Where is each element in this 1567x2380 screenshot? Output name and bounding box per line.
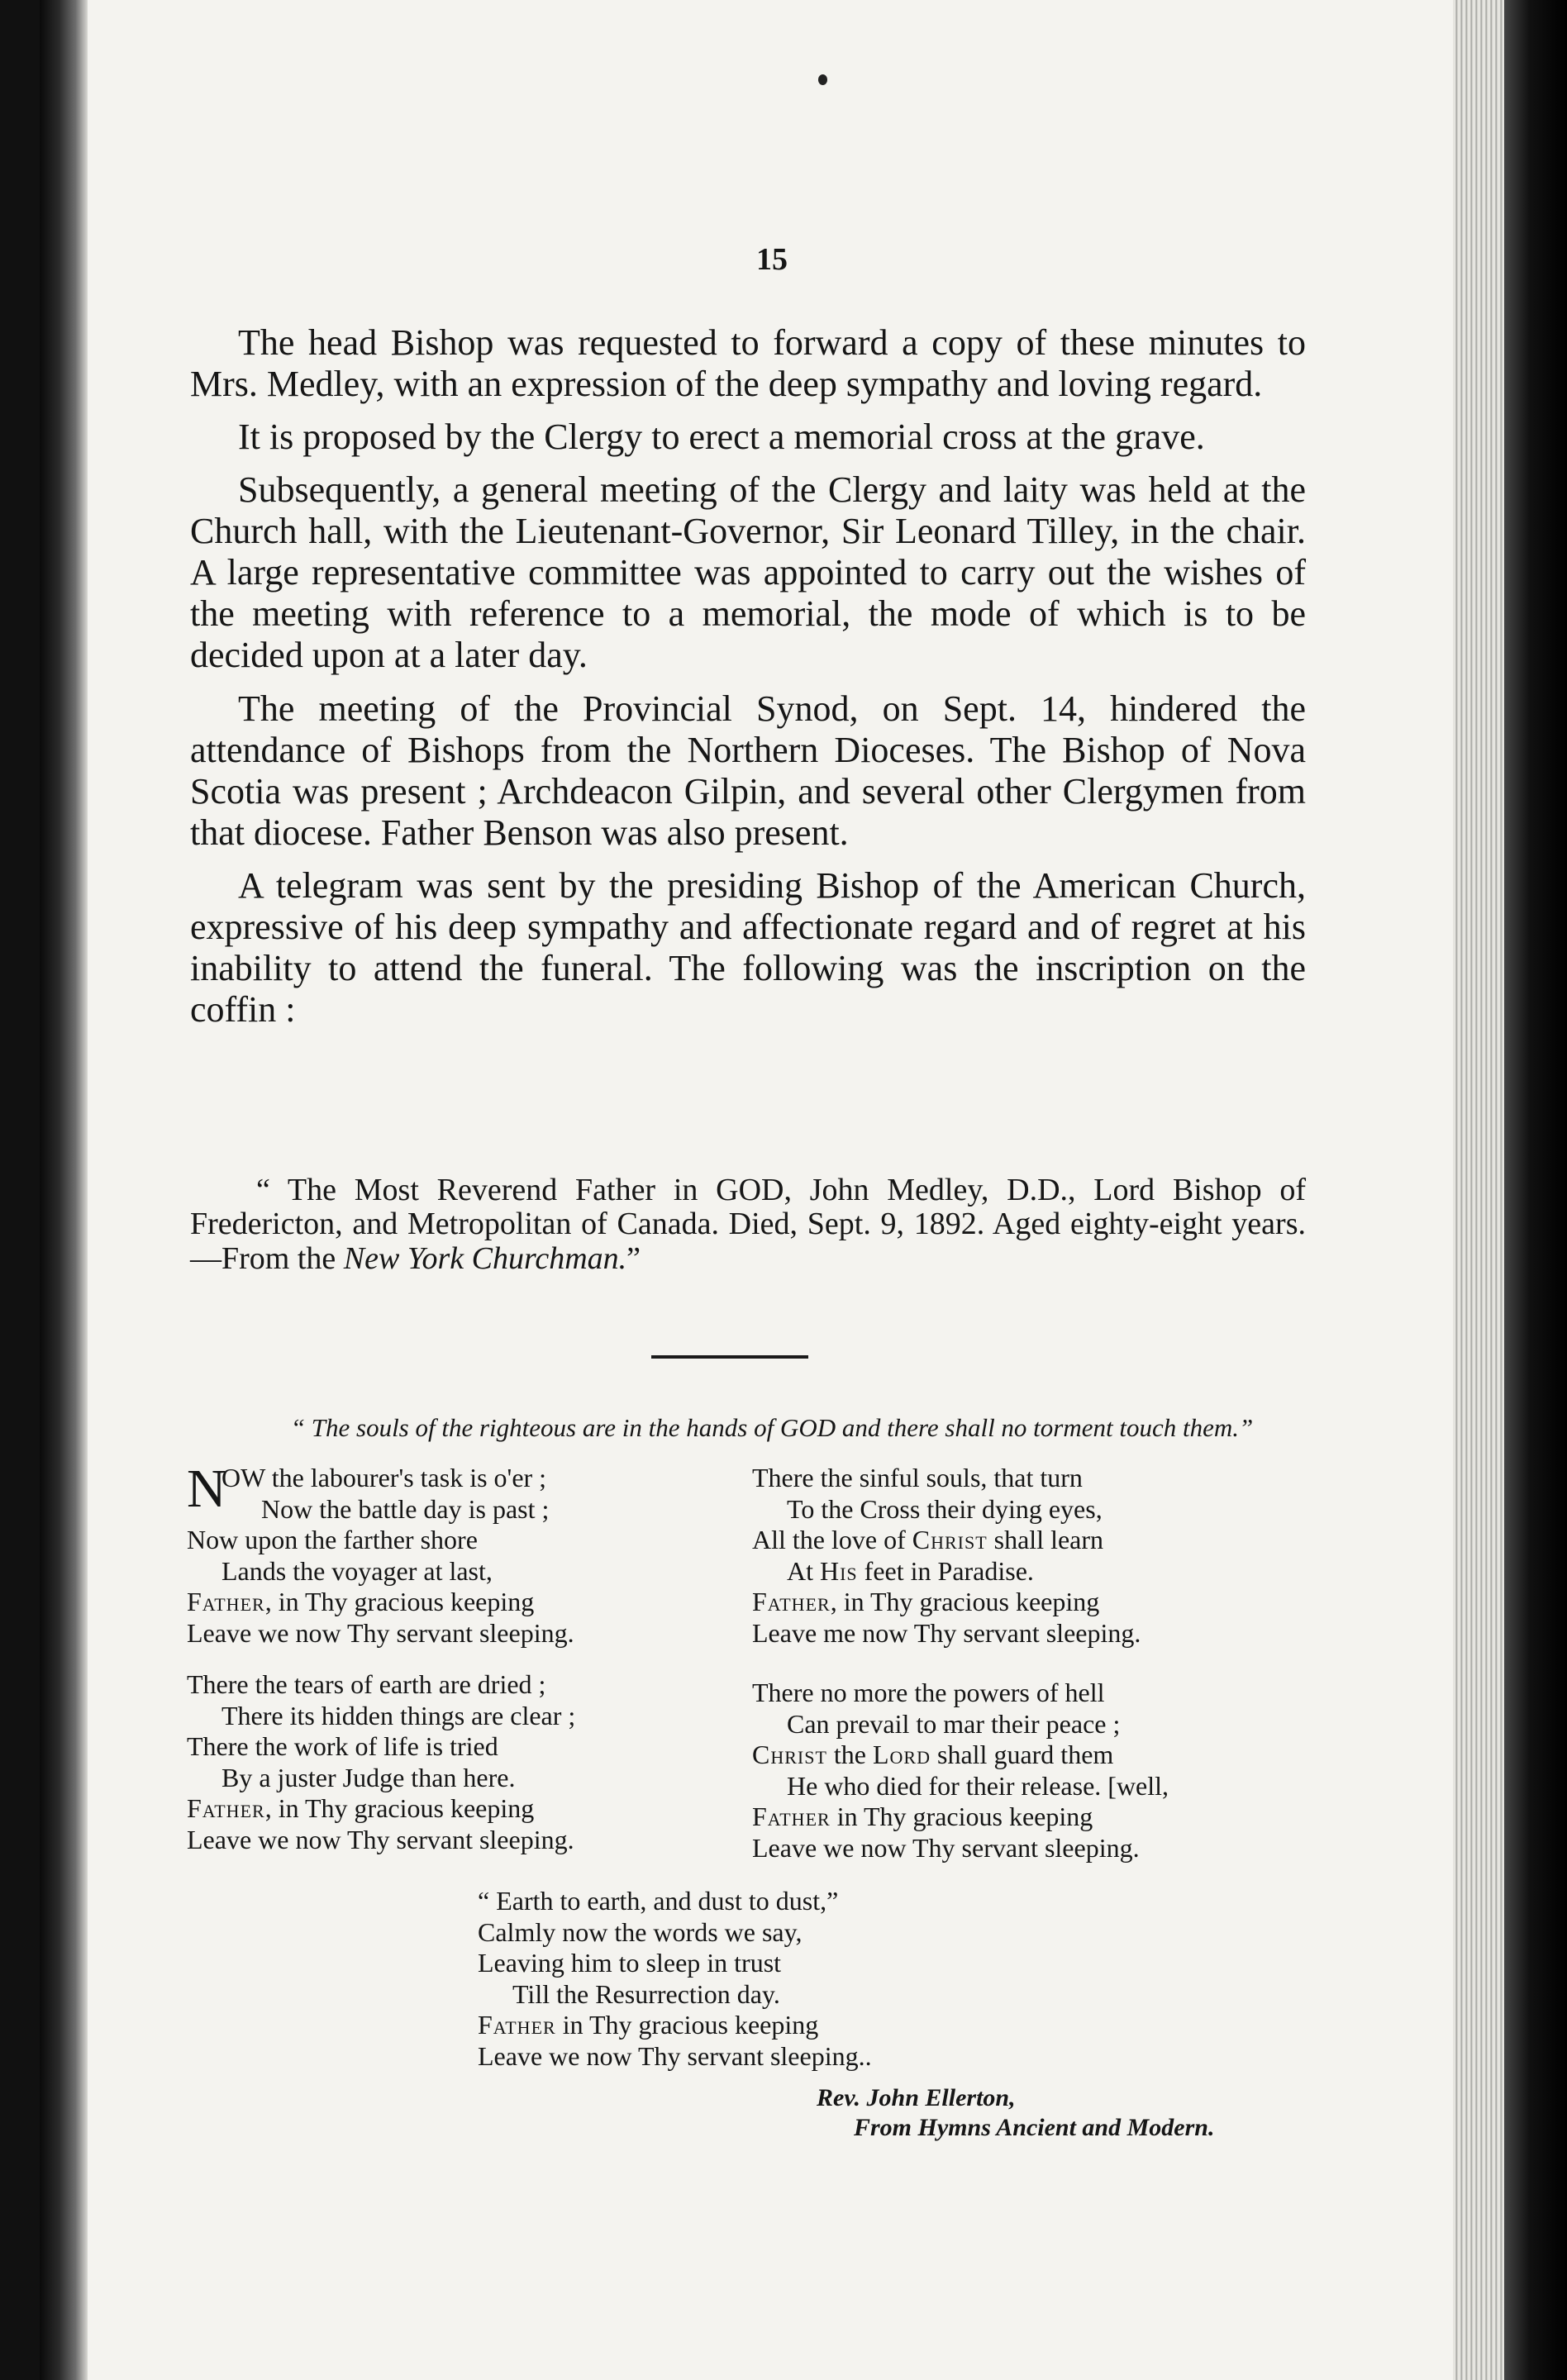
verse-line: Now the battle day is past ;: [261, 1493, 550, 1524]
body-text: [190, 322, 1306, 1042]
scan-background-edge: [1504, 0, 1567, 2380]
verse-line: Father, in Thy gracious keeping: [187, 1793, 535, 1823]
section-divider: [651, 1355, 808, 1359]
hymn-stanza-2: [752, 1463, 1141, 1649]
verse-line: Father, in Thy gracious keeping: [187, 1587, 535, 1616]
hymn-stanza-3: [187, 1669, 575, 1855]
drop-cap: N: [187, 1459, 226, 1519]
coffin-inscription: [190, 1173, 1306, 1276]
hymn-stanza-4: [752, 1678, 1169, 1864]
hymn-source: From Hymns Ancient and Modern.: [854, 2114, 1215, 2141]
paragraph: The head Bishop was requested to forward a copy of these minutes to Mrs. Medley, with an expression of the deep sympathy and loving regard.: [190, 322, 1306, 405]
verse-line: Leave we now Thy servant sleeping.: [187, 1824, 574, 1854]
verse-line: Leave we now Thy servant sleeping.: [752, 1832, 1140, 1863]
inscription-source: New York Churchman.: [343, 1240, 627, 1276]
verse-line: Calmly now the words we say,: [478, 1916, 803, 1947]
paragraph: It is proposed by the Clergy to erect a memorial cross at the grave.: [238, 416, 1205, 458]
verse-line: He who died for their release. [well,: [787, 1770, 1169, 1801]
paragraph: A telegram was sent by the presiding Bishop of the American Church, expressive of his deep sympathy and affectionate regard and of regret at his inability to attend the funeral. The following was the inscription on the coffin :: [190, 864, 1306, 1030]
page-edge-stack: [1453, 0, 1504, 2380]
page-number: 15: [756, 242, 788, 277]
verse-line: There its hidden things are clear ;: [221, 1700, 576, 1730]
verse-line: Lands the voyager at last,: [221, 1555, 493, 1586]
verse-line: Can prevail to mar their peace ;: [787, 1708, 1121, 1739]
paragraph: Subsequently, a general meeting of the Clergy and laity was held at the Church hall, with the Lieutenant-Governor, Sir Leonard Tilley, in the chair. A large representative committee was appointed to carry out the wishes of the meeting with reference to a memorial, the mode of which is to be decided upon at a later day.: [190, 469, 1306, 676]
verse-line: To the Cross their dying eyes,: [787, 1493, 1103, 1524]
verse-line: Leaving him to sleep in trust: [478, 1948, 782, 1978]
verse-line: “ Earth to earth, and dust to dust,”: [478, 1886, 839, 1916]
verse-line: All the love of Christ shall learn: [752, 1525, 1104, 1554]
verse-line: Leave we now Thy servant sleeping..: [478, 2040, 872, 2071]
ink-speck: [818, 74, 827, 85]
verse-line: Christ the Lord shall guard them: [752, 1740, 1114, 1769]
hymn-epigraph: “ The souls of the righteous are in the hands of GOD and there shall no torment touch them.”: [290, 1413, 1254, 1442]
hymn-stanza-5: [478, 1886, 872, 2072]
verse-line: Father, in Thy gracious keeping: [752, 1587, 1100, 1616]
book-page: [40, 0, 1504, 2380]
verse-line: There the sinful souls, that turn: [752, 1463, 1083, 1492]
paragraph: The meeting of the Provincial Synod, on Sept. 14, hindered the attendance of Bishops from the Northern Dioceses. The Bishop of Nova Scotia was present ; Archdeacon Gilpin, and several other Clergymen from that diocese. Father Benson was also present.: [190, 688, 1306, 853]
verse-line: By a juster Judge than here.: [221, 1762, 516, 1792]
verse-line: Father in Thy gracious keeping: [752, 1802, 1093, 1831]
verse-line: N OW the labourer's task is o'er ;: [187, 1459, 547, 1519]
inscription-close-quote: ”: [626, 1240, 641, 1276]
verse-line: Leave we now Thy servant sleeping.: [187, 1617, 574, 1648]
hymn-stanza-1: [187, 1459, 574, 1649]
verse-line: Till the Resurrection day.: [512, 1978, 780, 2009]
verse-line: There no more the powers of hell: [752, 1678, 1105, 1707]
verse-line: There the tears of earth are dried ;: [187, 1669, 546, 1699]
verse-line: At His feet in Paradise.: [787, 1555, 1034, 1586]
hymn-author: Rev. John Ellerton,: [817, 2084, 1016, 2111]
verse-line: Father in Thy gracious keeping: [478, 2010, 819, 2040]
verse-line: Leave me now Thy servant sleeping.: [752, 1617, 1141, 1648]
page-gutter-shadow: [40, 0, 88, 2380]
verse-line: Now upon the farther shore: [187, 1525, 478, 1554]
inscription-text: “ The Most Reverend Father in GOD, John Medley, D.D., Lord Bishop of Fredericton, and Metropolitan of Canada. Died, Sept. 9, 1892. Aged eighty-eight years.—From the: [190, 1173, 1306, 1276]
verse-line: There the work of life is tried: [187, 1731, 498, 1761]
